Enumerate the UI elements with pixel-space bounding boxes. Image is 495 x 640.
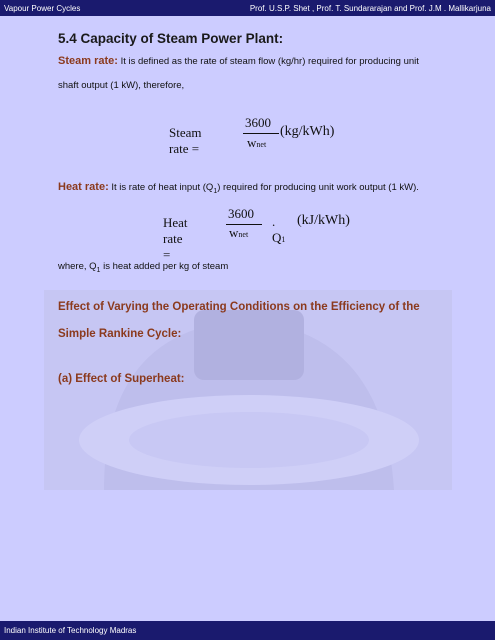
steam-rate-text-line1: It is defined as the rate of steam flow (kg/hr) required for producing unit <box>120 56 419 67</box>
heat-rate-unit: (kJ/kWh) <box>297 213 350 228</box>
steam-rate-fraction-bar <box>243 133 279 134</box>
author-credits: Prof. U.S.P. Shet , Prof. T. Sundararajan and Prof. J.M . Mallikarjuna <box>249 3 491 13</box>
steam-rate-text-line2: shaft output (1 kW), therefore, <box>58 80 185 91</box>
heat-rate-numerator: 3600 <box>228 206 254 221</box>
heat-rate-text: It is rate of heat input $(Q_1)$ required for producing unit work output (1 kW). <box>111 182 419 195</box>
heat-rate-term: Heat rate: <box>58 181 109 193</box>
heat-rate-denominator: wnet <box>229 225 249 240</box>
heat-rate-definition <box>58 181 419 195</box>
steam-rate-numerator: 3600 <box>245 115 271 130</box>
steam-rate-denominator: wnet <box>247 135 267 150</box>
heat-rate-multiplier: . Q1 <box>272 214 286 245</box>
effect-heading-line1: Effect of Varying the Operating Conditions on the Efficiency of the <box>58 301 420 313</box>
steam-rate-unit: (kg/kWh) <box>280 124 335 139</box>
institute-name: Indian Institute of Technology Madras <box>4 626 137 635</box>
heat-rate-where: where, $Q_1$ is heat added per kg of steam <box>58 261 229 274</box>
steam-rate-term: Steam rate: <box>58 55 118 67</box>
footer-bar <box>0 621 495 640</box>
section-title: 5.4 Capacity of Steam Power Plant: <box>58 31 284 46</box>
effect-heading-line2: Simple Rankine Cycle: <box>58 328 182 340</box>
course-title: Vapour Power Cycles <box>4 3 81 13</box>
steam-rate-lhs: Steam rate = <box>169 125 202 156</box>
heat-rate-lhs: Heat rate = <box>163 215 188 262</box>
steam-rate-definition <box>58 55 419 67</box>
superheat-subheading: (a) Effect of Superheat: <box>58 373 185 385</box>
